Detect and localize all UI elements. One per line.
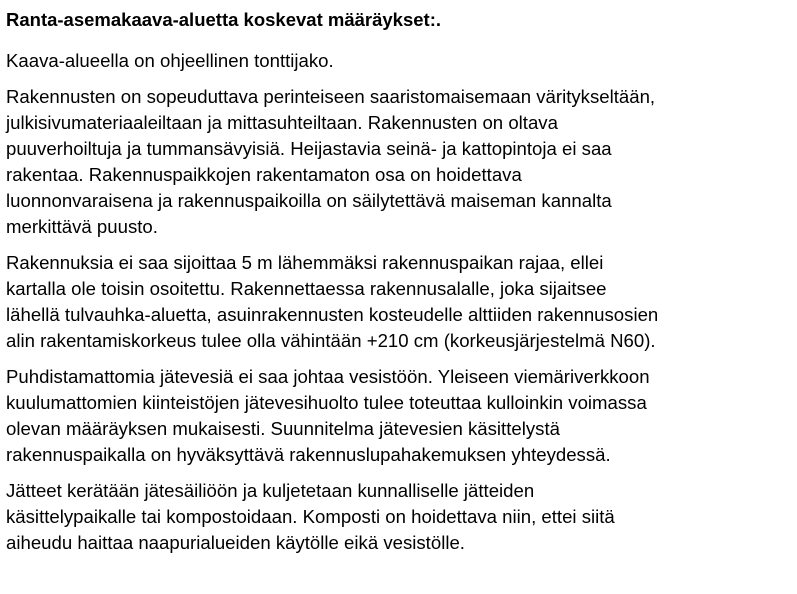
paragraph-line: Kaava-alueella on ohjeellinen tonttijako. (6, 50, 334, 71)
paragraph-line: rakentaa. Rakennuspaikkojen rakentamaton osa on hoidettava (6, 164, 522, 185)
paragraph-line: lähellä tulvauhka-aluetta, asuinrakennusten kosteudelle alttiiden rakennusosien (6, 304, 659, 325)
paragraph-line: Jätteet kerätään jätesäiliöön ja kuljetetaan kunnalliselle jätteiden (6, 480, 535, 501)
paragraph-building-placement (6, 250, 795, 354)
paragraph-waste-collection (6, 478, 795, 556)
paragraph-line: aiheudu haittaa naapurialueiden käytölle eikä vesistölle. (6, 532, 465, 553)
paragraph-line: olevan määräyksen mukaisesti. Suunnitelma jätevesien käsittelystä (6, 418, 560, 439)
paragraph-line: luonnonvaraisena ja rakennuspaikoilla on säilytettävä maiseman kannalta (6, 190, 612, 211)
paragraph-line: julkisivumateriaaleiltaan ja mittasuhteiltaan. Rakennusten on oltava (6, 112, 558, 133)
paragraph-line: merkittävä puusto. (6, 216, 158, 237)
paragraph-line: kuulumattomien kiinteistöjen jätevesihuolto tulee toteuttaa kulloinkin voimassa (6, 392, 647, 413)
paragraph-wastewater (6, 364, 795, 468)
paragraph-plot-division (6, 48, 795, 74)
paragraph-line: Rakennuksia ei saa sijoittaa 5 m lähemmäksi rakennuspaikan rajaa, ellei (6, 252, 604, 273)
paragraph-line: käsittelypaikalle tai kompostoidaan. Komposti on hoidettava niin, ettei siitä (6, 506, 615, 527)
document-heading: Ranta-asemakaava-aluetta koskevat määräykset:. (6, 9, 442, 30)
paragraph-building-appearance (6, 84, 795, 240)
paragraph-line: kartalla ole toisin osoitettu. Rakennettaessa rakennusalalle, joka sijaitsee (6, 278, 607, 299)
paragraph-line: Rakennusten on sopeuduttava perinteiseen saaristomaisemaan väritykseltään, (6, 86, 656, 107)
paragraph-line: puuverhoiltuja ja tummansävyisiä. Heijastavia seinä- ja kattopintoja ei saa (6, 138, 612, 159)
paragraph-line: alin rakentamiskorkeus tulee olla vähintään +210 cm (korkeusjärjestelmä N60). (6, 330, 656, 351)
document-body (6, 8, 795, 556)
paragraph-line: Puhdistamattomia jätevesiä ei saa johtaa vesistöön. Yleiseen viemäriverkkoon (6, 366, 650, 387)
paragraph-line: rakennuspaikalla on hyväksyttävä rakennuslupahakemuksen yhteydessä. (6, 444, 611, 465)
